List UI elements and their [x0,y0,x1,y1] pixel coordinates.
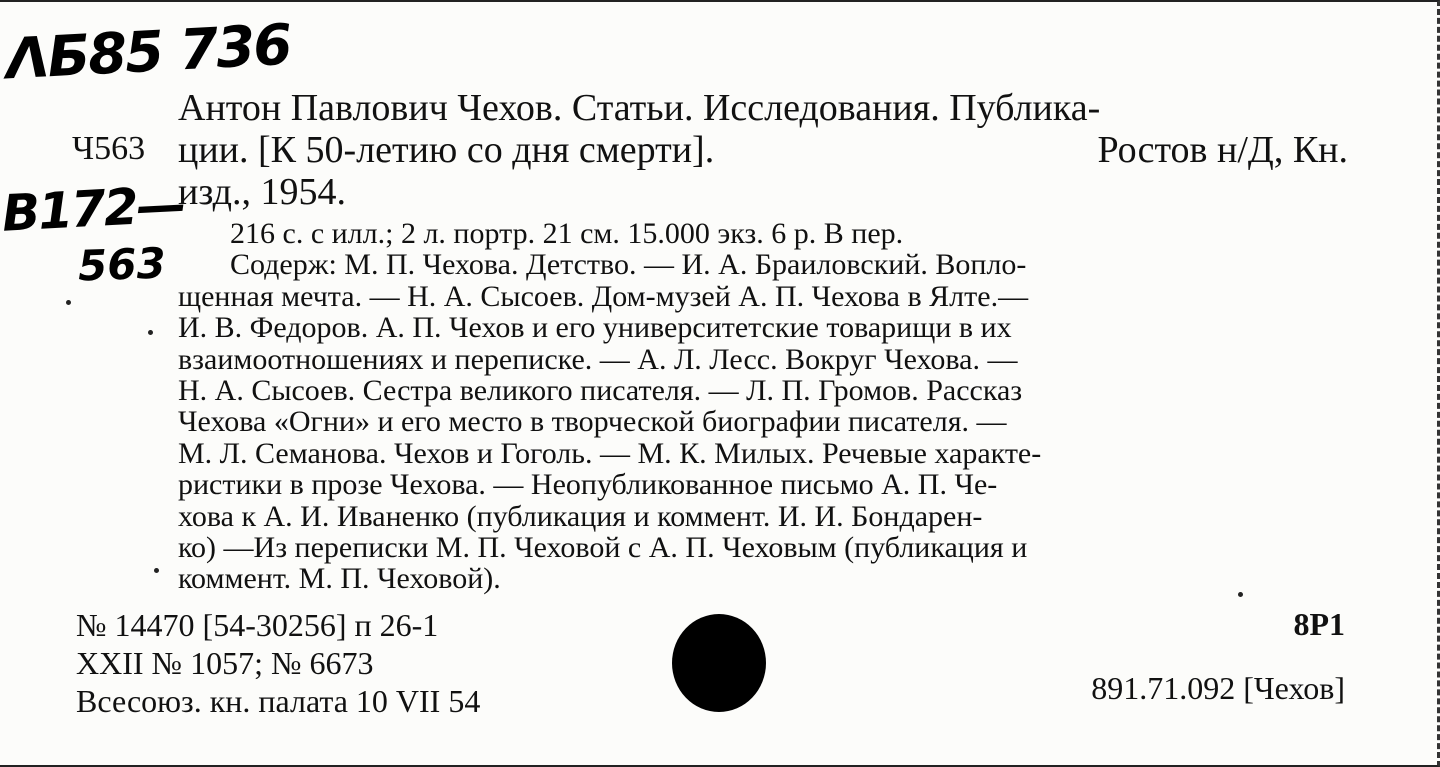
contents-line: Чехова «Огни» и его место в творческой биографии писателя. — [178,405,1007,439]
speck [66,300,71,305]
contents-line: взаимоотношениях и переписке. — А. Л. Лесс. Вокруг Чехова. — [178,342,1018,376]
speck [148,330,153,335]
title-line-2 [178,130,1348,170]
handwritten-inventory-number: ΛБ85 736 [4,12,292,93]
handwritten-call-number-suffix: 563 [77,238,167,291]
contents-line: ко) —Из переписки М. П. Чеховой с А. П. Чеховым (публикация и [178,531,1028,565]
title-line-3: изд., 1954. [178,171,346,213]
speck [1238,592,1243,597]
contents-line: ристики в прозе Чехова. — Неопубликованное письмо А. П. Че- [178,468,998,502]
card-punch-hole [672,614,766,712]
contents-line: М. Л. Семанова. Чехов и Гоголь. — М. К. Милых. Речевые характе- [178,436,1042,470]
contents-line: коммент. М. П. Чеховой). [178,562,501,596]
physical-description: 216 с. с илл.; 2 л. портр. 21 см. 15.000 экз. 6 р. В пер. [230,217,904,250]
title-line-2-left: ции. [К 50-летию со дня смерти]. [178,129,715,171]
shelf-mark: Ч563 [72,130,146,167]
chamber-stamp: Всесоюз. кн. палата 10 VII 54 [76,683,481,719]
udc-classification: 891.71.092 [Чехов] [1091,670,1345,706]
publisher-place: Ростов н/Д, Кн. [1097,129,1348,171]
classification-code: 8Р1 [1293,606,1345,642]
description-block [178,218,1348,595]
contents-line: Н. А. Сысоев. Сестра великого писателя. — Л. П. Громов. Рассказ [178,374,1023,408]
contents-line: И. В. Федоров. А. П. Чехов и его университетские товарищи в их [178,311,1012,345]
title-line-1: Антон Павлович Чехов. Статьи. Исследования. Публика- [178,87,1101,129]
series-number: XXII № 1057; № 6673 [76,645,374,681]
contents-line: хова к А. И. Иваненко (публикация и коммент. И. И. Бондарен- [178,499,983,533]
contents-line: щенная мечта. — Н. А. Сысоев. Дом-музей А. П. Чехова в Ялте.— [178,279,1029,313]
registration-number: № 14470 [54-30256] п 26-1 [76,607,439,643]
registration-block [76,606,480,720]
contents-line: Содерж: М. П. Чехова. Детство. — И. А. Браиловский. Вопло- [230,248,1027,282]
speck [154,568,159,573]
handwritten-call-number: В172— [0,175,186,243]
